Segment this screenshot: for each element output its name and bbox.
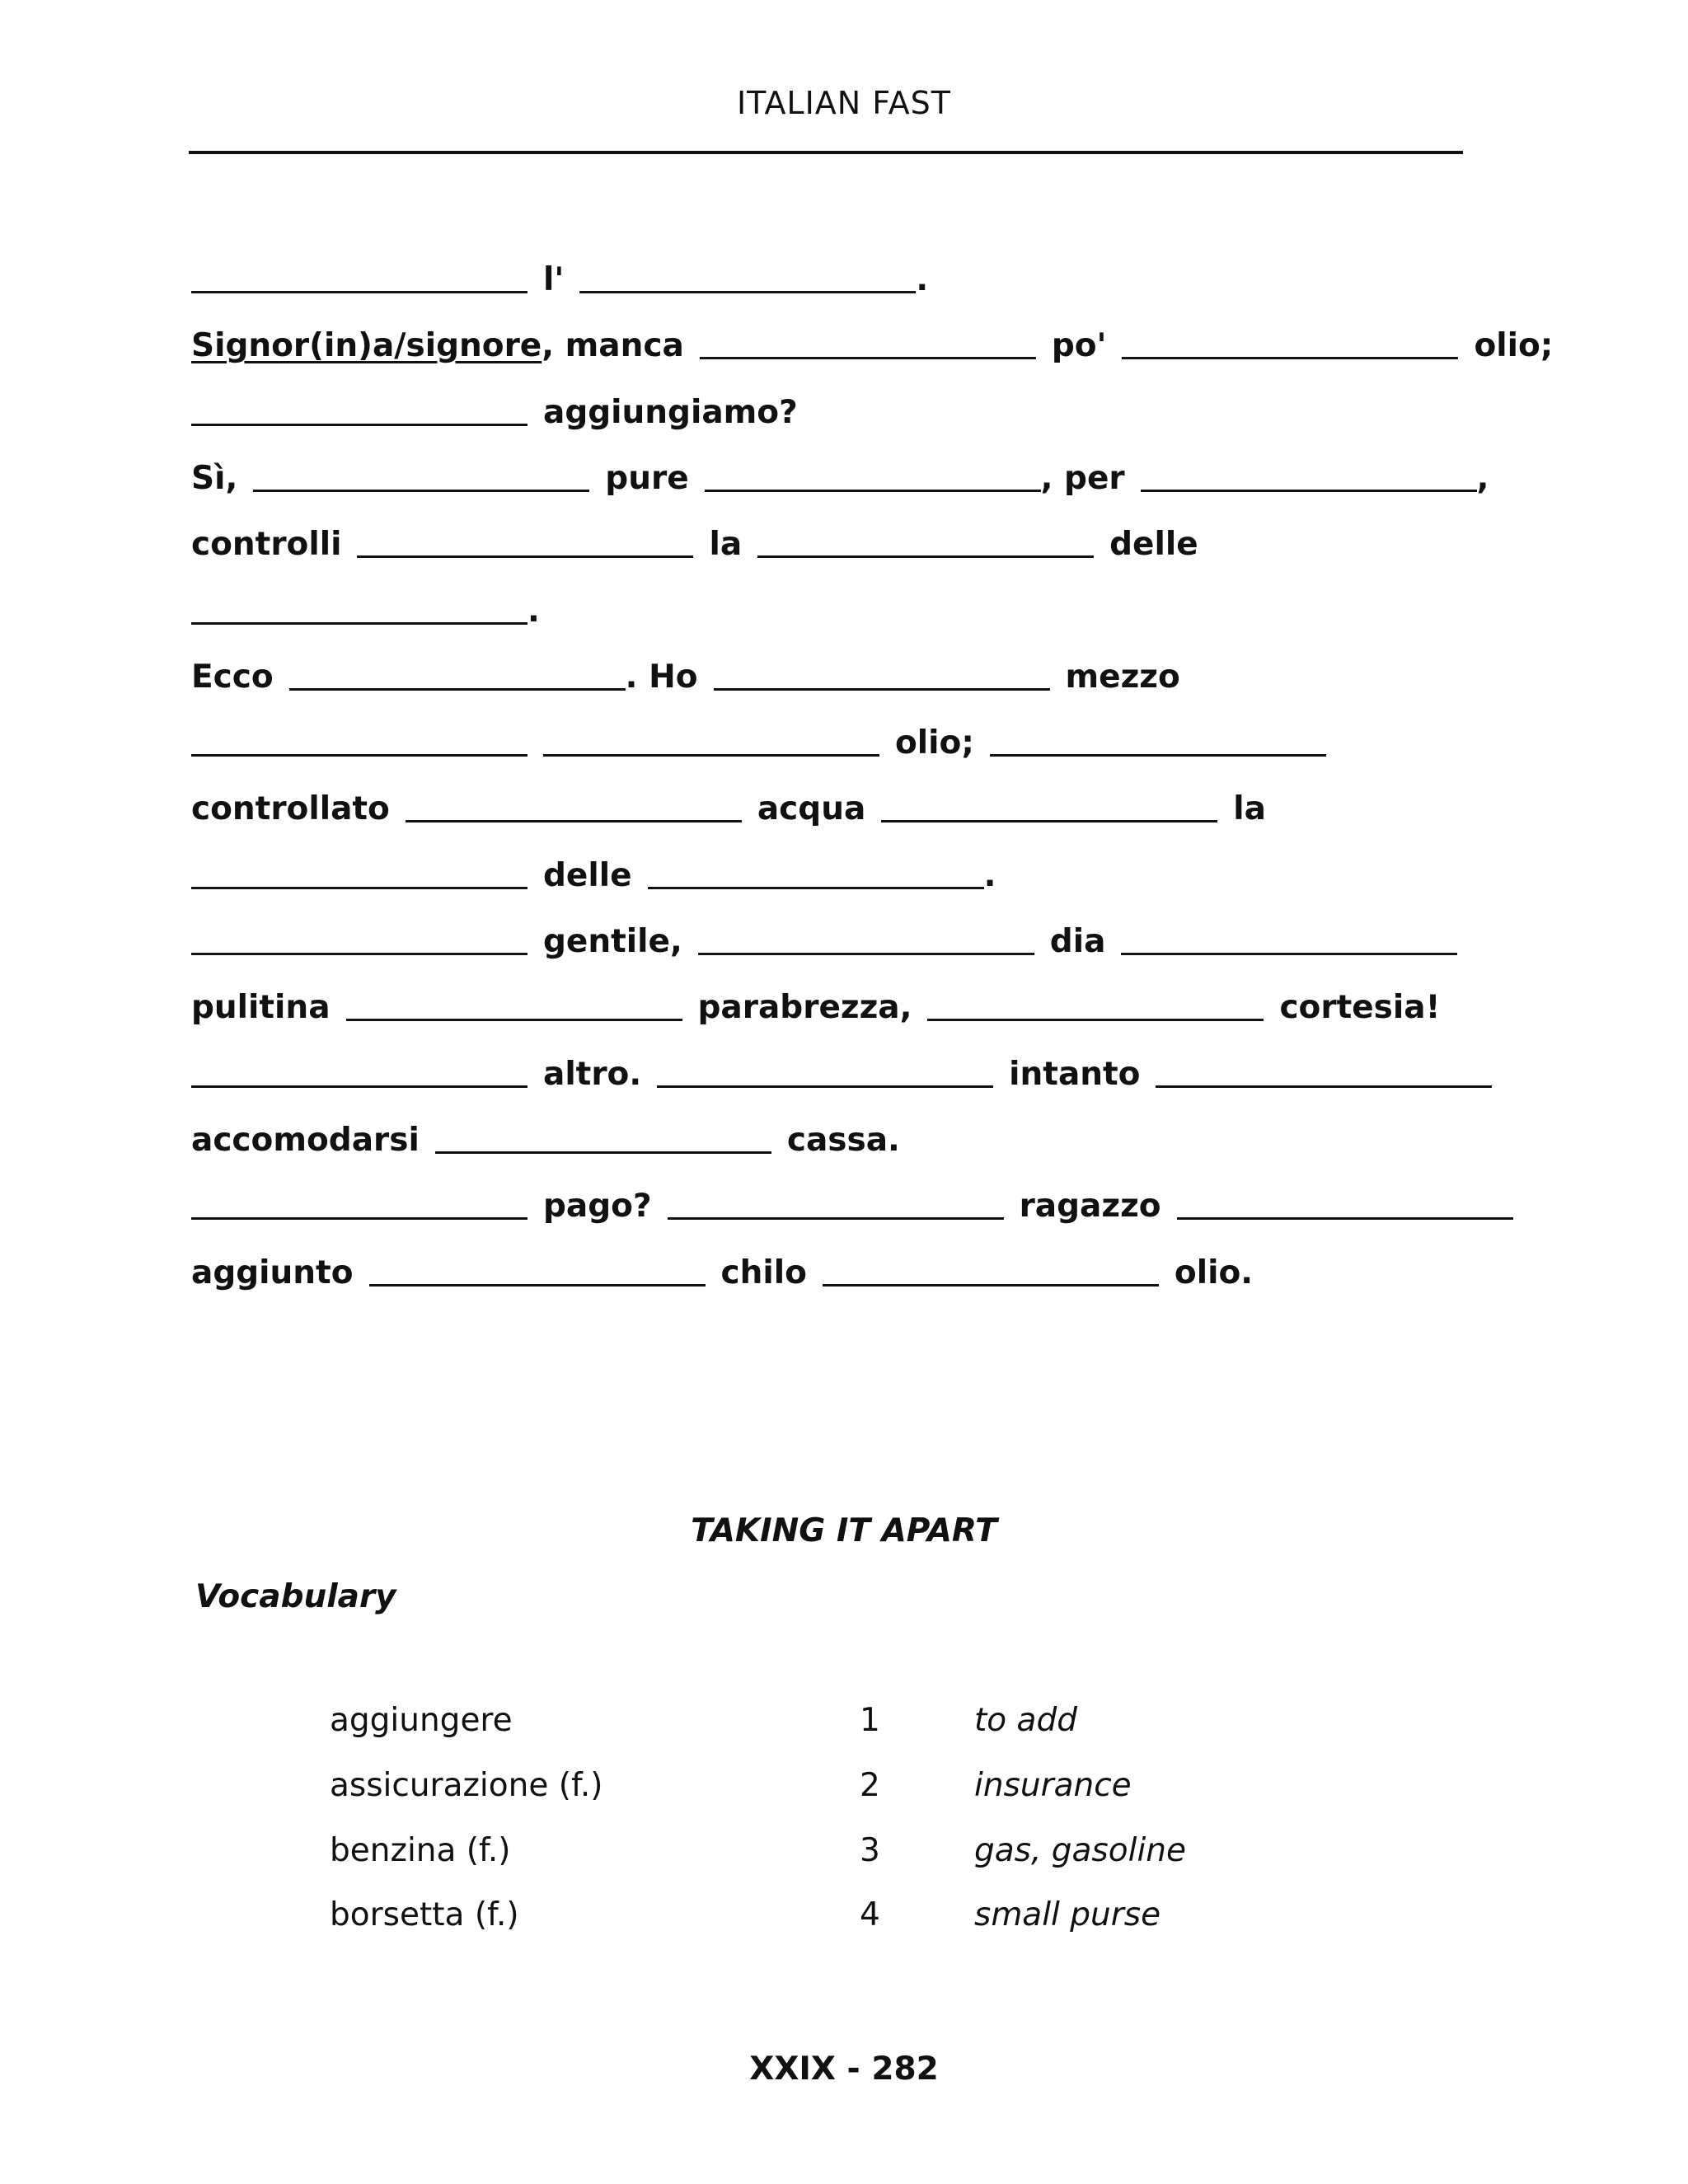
vocab-number: 4 bbox=[860, 1896, 880, 1933]
exercise-text: aggiungiamo? bbox=[543, 394, 798, 431]
exercise-text: olio. bbox=[1174, 1254, 1254, 1291]
exercise-line bbox=[191, 327, 1655, 364]
vocab-term: aggiungere bbox=[330, 1702, 513, 1739]
vocab-definition: to add bbox=[974, 1702, 1077, 1739]
exercise-line bbox=[191, 593, 1655, 630]
exercise-text: altro. bbox=[543, 1056, 642, 1093]
answer-blank[interactable] bbox=[191, 754, 528, 757]
exercise-text: , manca bbox=[542, 327, 684, 364]
exercise-text: chilo bbox=[720, 1254, 807, 1291]
answer-blank[interactable] bbox=[990, 754, 1326, 757]
vocab-row bbox=[0, 1763, 1688, 1804]
answer-blank[interactable] bbox=[191, 1217, 528, 1220]
answer-blank[interactable] bbox=[714, 688, 1050, 691]
answer-blank[interactable] bbox=[191, 424, 528, 426]
vocabulary-heading: Vocabulary bbox=[195, 1578, 396, 1615]
answer-blank[interactable] bbox=[823, 1284, 1159, 1286]
exercise-text: l' bbox=[543, 261, 565, 298]
exercise-text: controllato bbox=[191, 790, 390, 827]
vocab-row bbox=[0, 1828, 1688, 1869]
vocab-number: 1 bbox=[860, 1702, 880, 1739]
answer-blank[interactable] bbox=[927, 1019, 1264, 1021]
vocab-definition: small purse bbox=[974, 1896, 1161, 1933]
answer-blank[interactable] bbox=[369, 1284, 706, 1286]
exercise-text: pago? bbox=[543, 1188, 652, 1225]
vocab-number: 2 bbox=[860, 1767, 880, 1804]
vocab-term: borsetta (f.) bbox=[330, 1896, 519, 1933]
exercise-text: accomodarsi bbox=[191, 1122, 420, 1159]
exercise-line bbox=[191, 1188, 1655, 1225]
exercise-line bbox=[191, 658, 1655, 696]
exercise-text: cassa. bbox=[786, 1122, 900, 1159]
answer-blank[interactable] bbox=[1141, 490, 1477, 492]
answer-blank[interactable] bbox=[668, 1217, 1004, 1220]
answer-blank[interactable] bbox=[346, 1019, 682, 1021]
answer-blank[interactable] bbox=[435, 1151, 771, 1154]
exercise-text: aggiunto bbox=[191, 1254, 354, 1291]
vocab-definition: insurance bbox=[974, 1767, 1132, 1804]
exercise-text: ragazzo bbox=[1019, 1188, 1161, 1225]
exercise-text: . bbox=[983, 857, 996, 894]
exercise-line bbox=[191, 1056, 1655, 1093]
answer-blank[interactable] bbox=[648, 887, 984, 889]
exercise-line bbox=[191, 857, 1655, 894]
exercise-text: olio; bbox=[895, 724, 974, 762]
exercise-line bbox=[191, 526, 1655, 563]
answer-blank[interactable] bbox=[881, 820, 1217, 823]
exercise-text: mezzo bbox=[1065, 658, 1180, 696]
exercise-line bbox=[191, 261, 1655, 298]
answer-blank[interactable] bbox=[191, 887, 528, 889]
exercise-text: Signor(in)a/signore bbox=[191, 327, 542, 364]
exercise-text: . bbox=[916, 261, 929, 298]
answer-blank[interactable] bbox=[698, 953, 1034, 955]
exercise-text: la bbox=[1233, 790, 1266, 827]
answer-blank[interactable] bbox=[191, 953, 528, 955]
answer-blank[interactable] bbox=[700, 357, 1036, 359]
exercise-text: delle bbox=[543, 857, 632, 894]
answer-blank[interactable] bbox=[357, 555, 693, 558]
exercise-text: controlli bbox=[191, 526, 342, 563]
answer-blank[interactable] bbox=[705, 490, 1041, 492]
answer-blank[interactable] bbox=[757, 555, 1094, 558]
exercise-text: olio; bbox=[1474, 327, 1554, 364]
exercise-text: pure bbox=[605, 460, 689, 497]
vocab-term: benzina (f.) bbox=[330, 1832, 511, 1869]
answer-blank[interactable] bbox=[1177, 1217, 1513, 1220]
answer-blank[interactable] bbox=[253, 490, 589, 492]
answer-blank[interactable] bbox=[191, 1085, 528, 1088]
vocab-number: 3 bbox=[860, 1832, 880, 1869]
exercise-text: intanto bbox=[1009, 1056, 1141, 1093]
exercise-text: po' bbox=[1051, 327, 1107, 364]
vocab-term: assicurazione (f.) bbox=[330, 1767, 603, 1804]
vocab-row bbox=[0, 1698, 1688, 1739]
exercise-line bbox=[191, 923, 1655, 960]
answer-blank[interactable] bbox=[191, 622, 528, 625]
exercise-line bbox=[191, 396, 1655, 429]
vocab-definition: gas, gasoline bbox=[974, 1832, 1186, 1869]
page-number: XXIX - 282 bbox=[749, 2050, 939, 2088]
exercise-text: delle bbox=[1109, 526, 1198, 563]
section-title: TAKING IT APART bbox=[691, 1512, 997, 1549]
exercise-text: , per bbox=[1040, 460, 1125, 497]
exercise-line bbox=[191, 1254, 1655, 1291]
exercise-text: , bbox=[1476, 460, 1489, 497]
exercise-text: Sì, bbox=[191, 460, 238, 497]
exercise-text: dia bbox=[1049, 923, 1106, 960]
answer-blank[interactable] bbox=[1121, 953, 1457, 955]
exercise-line bbox=[191, 460, 1655, 497]
exercise-text: Ecco bbox=[191, 658, 274, 696]
exercise-text: . Ho bbox=[625, 658, 698, 696]
exercise-text: cortesia! bbox=[1279, 989, 1441, 1026]
header-rule bbox=[189, 151, 1463, 154]
vocab-row bbox=[0, 1892, 1688, 1933]
answer-blank[interactable] bbox=[1122, 357, 1458, 359]
answer-blank[interactable] bbox=[579, 291, 916, 293]
exercise-text: parabrezza, bbox=[697, 989, 912, 1026]
answer-blank[interactable] bbox=[191, 291, 528, 293]
exercise-text: gentile, bbox=[543, 923, 682, 960]
answer-blank[interactable] bbox=[406, 820, 742, 823]
exercise-line bbox=[191, 1122, 1655, 1159]
exercise-text: . bbox=[528, 593, 540, 630]
answer-blank[interactable] bbox=[1156, 1085, 1492, 1088]
exercise-line bbox=[191, 790, 1655, 827]
running-header: ITALIAN FAST bbox=[736, 85, 952, 121]
exercise-text: pulitina bbox=[191, 989, 331, 1026]
exercise-text: la bbox=[709, 526, 743, 563]
answer-blank[interactable] bbox=[289, 688, 626, 691]
answer-blank[interactable] bbox=[543, 754, 879, 757]
answer-blank[interactable] bbox=[657, 1085, 993, 1088]
exercise-text: acqua bbox=[757, 790, 866, 827]
exercise-line bbox=[191, 724, 1655, 762]
exercise-line bbox=[191, 991, 1655, 1024]
